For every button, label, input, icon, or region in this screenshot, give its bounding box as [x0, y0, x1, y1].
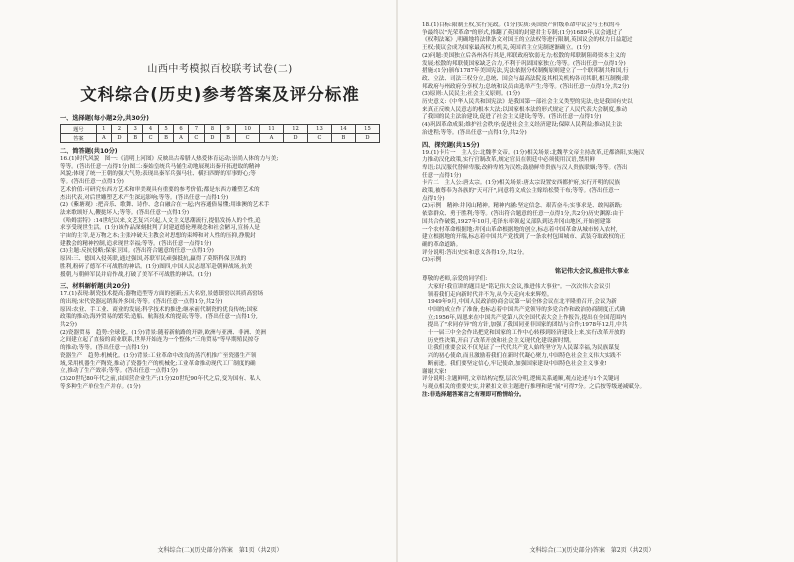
answer-cell: C — [189, 134, 205, 143]
answer-line: 卑语;以汉服代替鲜卑服;改鲜卑姓为汉姓;鼓励鲜卑贵族与汉人贵族联姻;等等。(答出 — [422, 164, 628, 171]
question-number-cell: 3 — [128, 125, 143, 134]
answer-cell: D — [111, 134, 127, 143]
answer-line: 等等。(答出任意一点得1分)图二:秦始皇统兵马俑生动地展现出秦开拓进取的精神 — [60, 163, 260, 170]
answer-line: 共2分) — [60, 322, 77, 329]
answer-cell: D — [204, 134, 220, 143]
answer-line: 政、立法、司法三权分立,总统、国会与最高法院及其相关机构各司其职,相互制衡;联 — [422, 75, 629, 82]
answer-line: (2)瓷器贸易 趋势:全球化。(1分)背景:随着新航路的开辟,欧洲与亚洲、非洲、美洲 — [60, 329, 266, 336]
answer-table-label: 答案 — [61, 134, 97, 143]
answer-line: 国共合作破裂,1927年10月,毛泽东率领起义部队到达井冈山地区,开始创建第 — [422, 218, 611, 225]
answer-line: 争最终以"光荣革命"的形式,推翻了英国的封建君主专制;(1分)1689年,议会通过了 — [422, 29, 623, 36]
question-16-answer — [60, 156, 380, 279]
answer-cell: A — [174, 134, 189, 143]
essay-line: 立;1956年,周恩来在中国共产党第八次全国代表大会上作报告,提出在全国范围内 — [427, 314, 627, 321]
exam-title: 山西中考模拟百校联考试卷(二) — [147, 64, 293, 75]
question-number-cell: 11 — [260, 125, 284, 134]
question-18-answer — [422, 22, 762, 138]
answer-line: 建立根据地的开端,标志着中国共产党找到了一条农村包围城市、武装夺取政权的正 — [422, 234, 626, 241]
answer-cell: B — [158, 134, 173, 143]
answer-line: 之间建立起了直接的商业联系,世界开始连为一个整体;"三角贸易"等早期殖民掠夺 — [60, 337, 259, 344]
answer-cell: C — [236, 134, 260, 143]
essay-line: 谢谢大家! — [422, 368, 447, 375]
answer-line: 《权利法案》,明确地将法律条文对国王的立法权等进行限制,英国议会的权力日益超过 — [422, 37, 633, 44]
answer-line: 的出现;宋代瓷器远销海外多国;等等。(答出任意一点得1分,共2分) — [60, 298, 223, 305]
question-number-cell: 15 — [355, 125, 379, 134]
answer-line: 宇宙的主宰,是万物之本;主张冲破天主教会对思想的束缚和对人性的压抑,挣脱封 — [60, 233, 256, 240]
question-number-cell: 9 — [220, 125, 235, 134]
answer-line: 法来歌颂好人,鞭挞坏人;等等。(答出任意一点得1分) — [60, 209, 190, 216]
answer-line: 依靠群众、勇于胜利;等等。(答出符合题意的任意一点得1分,共2分)历史渊源:由于 — [422, 211, 624, 218]
section-short-answer-heading: 二、简答题(共10分) — [60, 148, 118, 155]
answer-line: (3)20世纪80年代之前,由国营企业生产;(1分)20世纪90年代之后,变为国有、私人 — [60, 375, 261, 382]
answer-line: 杰出代表,对后世雕塑艺术产生深远影响;等等。(答出任意一点得1分) — [60, 194, 229, 201]
answer-line: (2)示例 精神:井冈山精神。精神内涵:坚定信念、艰苦奋斗;实事求是、敢闯新路; — [422, 203, 623, 210]
essay-line: 兴的初心使命,而且激励着我们在新时代凝心聚力,中国特色社会主义伟大实践不 — [427, 353, 622, 360]
answer-table-label: 题号 — [61, 125, 97, 134]
section-choice-heading: 一、选择题(每小题2分,共30分) — [60, 115, 149, 122]
essay-line: 大家好!我宣讲的题目是"铭记伟大会议,推进伟大事业"。一次次伟大会议引 — [427, 283, 611, 290]
essay-title: 铭记伟大会议,推进伟大事业 — [554, 268, 630, 276]
answer-line: 域,采用机器生产陶瓷,推动了瓷器生产的机械化;工业革命推动现代工厂制度的确 — [60, 360, 256, 367]
answer-line: 王权;使议会成为国家最高权力机关,英国君主立宪制逐渐确立。(1分) — [422, 45, 591, 52]
answer-line: 一个农村革命根据地;井冈山革命根据地的创立,标志着中国革命从城市转入农村, — [422, 226, 618, 233]
answer-line: 历史意义:《中华人民共和国宪法》是我国第一部社会主义类型的宪法,也是我国有史以 — [422, 99, 633, 106]
answer-line: 原因:农业、手工业、商业的发展;科学技术的推进;继承前代制瓷的优良传统;国家 — [60, 306, 258, 313]
answer-line: 建教会的精神控制,追求现世幸福;等等。(答出任意一点得1分) — [60, 240, 212, 247]
page-1-column — [60, 22, 380, 540]
note-line: 评分说明:主题鲜明,文章结构完整,层次分明,逻辑关系通顺,观点论述与1个关键词 — [422, 376, 620, 383]
answer-line: (3)主题:反抗侵略;保家卫国。(答出符合题意的任意一点得1分) — [60, 248, 214, 255]
answer-line: 风貌;体现了统一王朝的强大气势;表现出秦军兵强马壮、横扫四野的军事野心;等 — [60, 171, 256, 178]
answer-line: 了我国的民主法治建设,促进了社会主义建设;等等。(答出任意一点得1分) — [422, 114, 602, 121]
question-number-cell: 10 — [236, 125, 260, 134]
answer-cell: A — [260, 134, 284, 143]
question-number-cell: 6 — [174, 125, 189, 134]
answer-table-number-row — [61, 125, 380, 134]
answer-line: 原因:三、德国入侵英联,通过强国,苏联军民顽强抵抗,赢得了莫斯科保卫战的 — [60, 256, 247, 263]
answer-cell: A — [96, 134, 111, 143]
essay-line: 让我们重要会议不仅见证了一代代共产党人始终坚守为人民谋幸福,为民族谋复 — [427, 345, 620, 352]
scoring-note — [422, 376, 762, 399]
answer-page-2 — [398, 0, 794, 562]
question-number-cell: 4 — [143, 125, 159, 134]
answer-cell: B — [128, 134, 143, 143]
answer-line: 19.(1)卡片一 主人公:北魏孝文帝。(1分)相关场景:北魏孝文帝主持改革,迁都洛阳,实施汉 — [422, 149, 645, 156]
answer-line: 18.(1)目标:限制王权,实行宪政。(1分)实质:英国资产阶级革命中议会与王权的斗 — [422, 22, 621, 28]
answer-line: (3)示例 — [422, 257, 442, 264]
answer-line: 政策的推动;海外贸易的繁荣;造船、航海技术的提高;等等。(答出任意一点得1分, — [60, 314, 258, 321]
essay-line: 尊敬的老师,亲爱的同学们: — [422, 276, 488, 283]
answer-line: 艺术价值:可研究东西方艺术和审美观具有重要的参考价值;都是东西方雕塑艺术的 — [60, 186, 260, 193]
answer-line: (3)原则:人民民主;社会主义原则。(1分) — [422, 91, 520, 98]
page-footer: 文科综合(二)(历史部分)答案 第2页（共2页） — [529, 547, 655, 554]
section-inquiry-heading: 四、探究题(共15分) — [422, 141, 480, 149]
essay-line: 十一届三中全会作出把党和国家的工作中心转移到经济建设上来,实行改革开放的 — [427, 330, 626, 337]
section-material-heading: 三、材料解析题(共20分) — [60, 283, 130, 291]
answer-line: 政策,被尊奉为各族的"天可汗",同意将文成公主嫁给松赞干布;等等。(答出任意一 — [422, 188, 620, 195]
essay-line: 断前进。我们要坚定信心,牢记使命,加强国家建设中国特色社会主义事业! — [427, 360, 607, 367]
answer-line: 来真正反映人民意志的根本大法;以国家根本法的形式规定了人民代表大会制度,推动 — [422, 106, 628, 113]
note-line: 与观点相关的重要史实,并紧扣文章主题进行推理和延"展"可得7分。之后按等级递减赋分。 — [422, 383, 646, 390]
question-number-cell: 1 — [96, 125, 111, 134]
answer-line: 16.(1)时代风貌 图一:《清明上河图》反映出古希腊人热爱体育运动;崇尚人体的力与美; — [60, 156, 279, 162]
answer-line: 等多种生产单位生产并存。(1分) — [60, 383, 141, 390]
answer-key-title: 文科综合(历史)参考答案及评分标准 — [80, 85, 360, 104]
answer-line: 援朝,与朝鲜军民并肩作战,打破了美军不可战胜的神话。(1分) — [60, 271, 212, 278]
answer-line: 的推动;等等。(答出任意一点得1分) — [60, 345, 149, 352]
answer-line: 确的革命道路。 — [422, 241, 462, 248]
question-number-cell: 8 — [204, 125, 220, 134]
answer-line: 力推动汉化政策,实行官制改革,规定官员在朝廷中必须使用汉语,禁用鲜 — [422, 157, 596, 164]
question-number-cell: 5 — [158, 125, 173, 134]
answer-cell: D — [284, 134, 308, 143]
answer-line: 治进程;等等。(答出任意一点得1分,共2分) — [422, 129, 527, 136]
answer-line: 评分说明:答出史实和意义各得1分,共2分。 — [422, 249, 528, 256]
question-19-answer — [422, 150, 762, 266]
answer-table — [60, 124, 380, 143]
answer-line: 任意一点得1分) — [422, 172, 462, 179]
question-number-cell: 7 — [189, 125, 205, 134]
answer-line: (2)《紫塘观》:把音乐、歌舞、诗作、念白融合在一起;内容通俗易懂;用谁澳的艺术手 — [60, 202, 270, 209]
question-number-cell: 13 — [307, 125, 331, 134]
answer-line: 17.(1)表现:制瓷技术提高;器物造型等方面的创新;五大名窑,景德镇窑以其质高窑场 — [60, 291, 264, 298]
answer-line: (4)巩固革命成果;维护社会秩序;促进社会主义经济建设;保障人民利益;推动民主法 — [422, 122, 623, 129]
answer-line: 胜利,粉碎了德军不可战胜的神话。(1分)图四,中国人民志愿军赴朝鲜战场,抗美 — [60, 263, 253, 270]
answer-line: 发展;松散的邦联使国家缺乏合力,不利于巩固国家独立;等等。(答出任意一点得1分) — [422, 60, 626, 67]
question-17-answer — [60, 291, 380, 391]
sample-essay — [422, 276, 762, 376]
answer-line: 点得1分) — [422, 195, 445, 202]
essay-line: 提出了"求同存异"的方针,加强了我国同亚非国家的团结与合作;1978年12月,中共 — [427, 322, 628, 329]
answer-line: 等。(答出任意一点得1分) — [60, 179, 124, 186]
question-number-cell: 14 — [331, 125, 355, 134]
answer-table-answer-row — [61, 134, 380, 143]
note-line: 注:非选择题答案言之有理即可酌情给分。 — [422, 391, 525, 398]
answer-line: 卡片二 主人公:唐太宗。(1分)相关场景:唐太宗设置安西都护府,实行开明的民族 — [422, 180, 621, 187]
page-footer: 文科综合(二)(历史部分)答案 第1页（共2页） — [157, 547, 283, 554]
essay-line: 领着我们走向新时代并不为,从今天走向未来辉煌。 — [427, 291, 553, 298]
answer-cell: D — [355, 134, 379, 143]
answer-line: 措施:(1分)颁布1787年美国宪法,宪法依据分权制衡原则建立了一个联邦制共和国,行 — [422, 68, 629, 75]
page-2-column — [422, 22, 762, 540]
answer-cell: C — [143, 134, 159, 143]
question-number-cell: 2 — [111, 125, 127, 134]
answer-cell: C — [307, 134, 331, 143]
answer-cell: B — [220, 134, 235, 143]
answer-line: 求享受现世生活。(1分)该作品深刻批判了封建道德伦理观念和社会陋习,宣扬人是 — [60, 225, 260, 232]
answer-line: 瓷器生产 趋势:机械化。(1分)背景:工业革命中改良的蒸汽机推广至瓷器生产领 — [60, 352, 257, 359]
answer-line: (2)问题:美国独立后各州各行其是,邦联政府软弱无力;松散的邦联制阻碍资本主义的 — [422, 52, 626, 59]
answer-page-1 — [0, 0, 396, 562]
essay-line: 1949年9月,中国人民政治协商会议第一届全体会议在北平隆重召开,会议为新 — [427, 299, 617, 306]
answer-line: 邦政府与州政府分享权力;总统和议员由选举产生;等等。(答出任意一点得1分,共2分) — [422, 83, 630, 90]
essay-line: 历史性决策,开启了改革开放和社会主义现代化建设新时期。 — [427, 337, 575, 344]
question-number-cell: 12 — [284, 125, 308, 134]
answer-cell: B — [331, 134, 355, 143]
essay-line: 中国的成立作了准备,也标志着中国共产党领导的多党合作和政治协商制度正式确 — [427, 306, 626, 313]
answer-line: 《哈姆雷特》:14世纪以来,文艺复兴兴起,人文主义思潮流行,提倡发扬人的个性,追 — [60, 217, 261, 224]
answer-line: 立,推动了生产效率;等等。(答出任意一点得1分) — [60, 368, 178, 375]
